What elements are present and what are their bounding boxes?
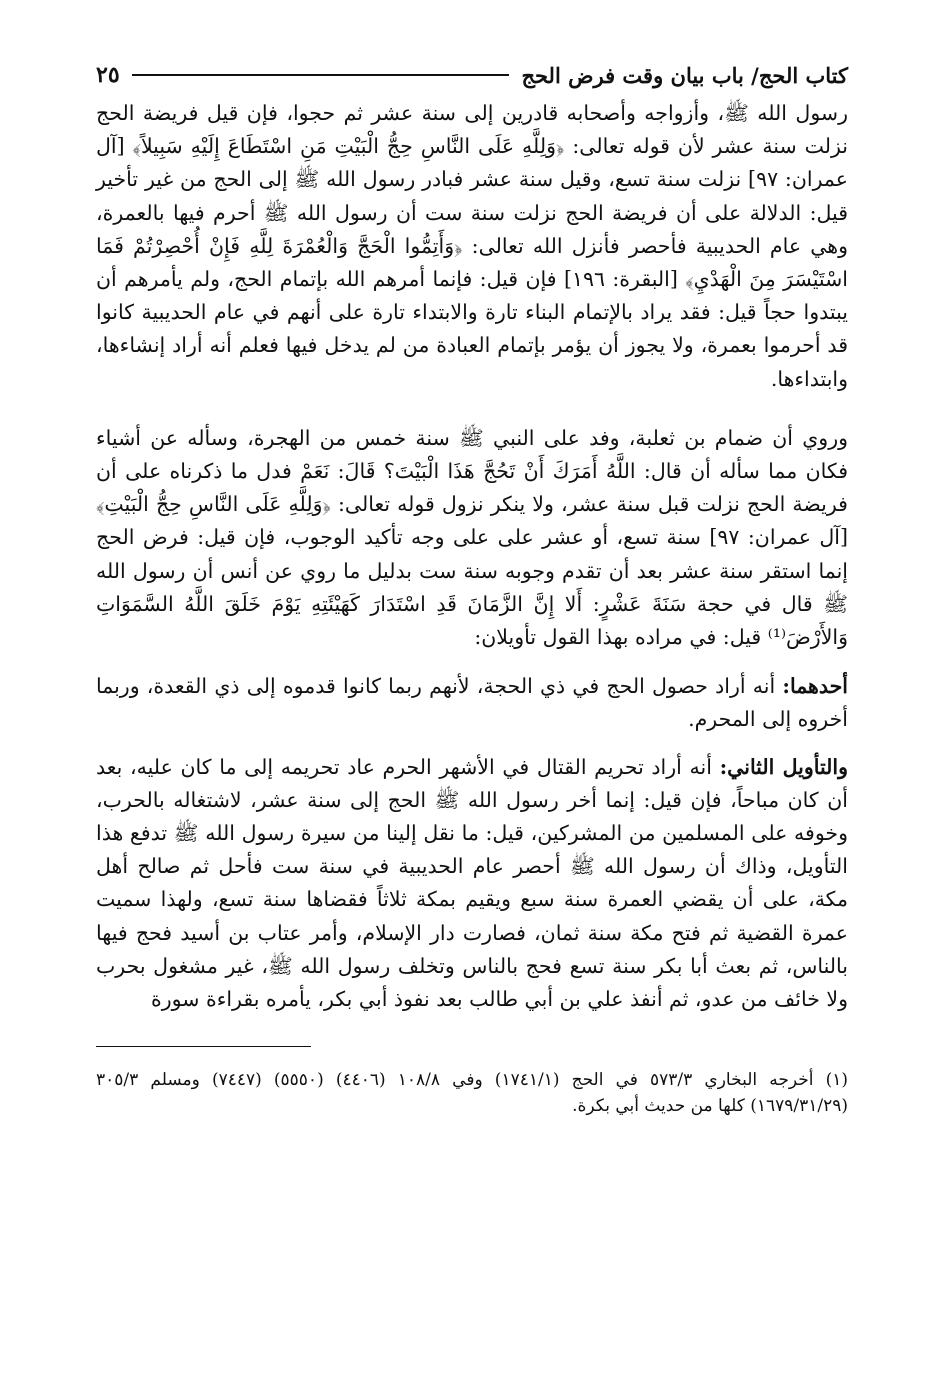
paragraph-4-text: أنه أراد تحريم القتال في الأشهر الحرم عاد تحريمه إلى ما كان عليه، بعد أن كان مباحاً، فإن قيل: إنما أخر رسول الله ﷺ الحج إلى سنة عشر، لاشتغاله بالحرب، وخوفه على المسلمين من المشركين، قيل: ما نقل إلينا من سيرة رسول الله ﷺ تدفع هذا التأويل، وذاك أن رسول الله ﷺ أحصر عام الحديبية في سنة ست فأحل ثم صالح أهل مكة، على أن يقضي العمرة سنة سبع ويقيم بمكة ثلاثاً فقضاها سنة تسع، ولهذا سميت عمرة القضية ثم فتح مكة سنة ثمان، فصارت دار الإسلام، وأمر عتاب بن أسيد فحج فيها بالناس، ثم بعث أبا بكر سنة تسع فحج بالناس وتخلف رسول الله ﷺ، غير مشغول بحرب ولا خائف من عدو، ثم أنفذ علي بن أبي طالب بعد نفوذ أبي بكر، يأمره بقراءة سورة xyxy=(96,754,848,1012)
paragraph-2-text: وروي أن ضمام بن ثعلبة، وفد على النبي ﷺ سنة خمس من الهجرة، وسأله عن أشياء فكان مما سأله أن قال: اللَّهُ أَمَرَكَ أَنْ تَحُجَّ هَذَا الْبَيْتَ؟ قَالَ: نَعَمْ فدل ما ذكرناه على أن فريضة الحج نزلت قبل سنة عشر، ولا ينكر نزول قوله تعالى: ﴿وَلِلَّهِ عَلَى النَّاسِ حِجُّ الْبَيْتِ﴾ [آل عمران: ٩٧] سنة تسع، أو عشر على على وجه تأكيد الوجوب، فإن قيل: فرض الحج إنما استقر سنة عشر بعد أن تقدم وجوبه سنة ست بدليل ما روي عن أنس أن رسول الله ﷺ قال في حجة سَنَةَ عَشْرٍ: أَلا إِنَّ الزَّمَانَ قَدِ اسْتَدَارَ كَهَيْئَتِهِ يَوْمَ خَلَقَ اللَّهُ السَّمَوَاتِ وَالأَرْضَ⁽¹⁾ قيل: في مراده بهذا القول تأويلان: xyxy=(96,425,848,650)
header-title: كتاب الحج/ باب بيان وقت فرض الحج xyxy=(521,62,848,88)
paragraph-3-lead: أحدهما: xyxy=(782,674,848,699)
page-number: ٢٥ xyxy=(96,62,120,88)
footnote: (١) أخرجه البخاري ٥٧٣/٣ في الحج (١٧٤١/١) وفي ١٠٨/٨ (٤٤٠٦) (٥٥٥٠) (٧٤٤٧) ومسلم ٣٠٥/٣ (١٦٧٩/٣١/٢٩) كلها من حديث أبي بكرة. xyxy=(96,1070,849,1117)
paragraph-4 xyxy=(96,751,848,1017)
book-page xyxy=(96,55,848,1136)
paragraph-1 xyxy=(96,97,848,396)
paragraph-1-text: رسول الله ﷺ، وأزواجه وأصحابه قادرين إلى سنة عشر ثم حجوا، فإن قيل فريضة الحج نزلت سنة عشر لأن قوله تعالى: ﴿وَلِلَّهِ عَلَى النَّاسِ حِجُّ الْبَيْتِ مَنِ اسْتَطَاعَ إِلَيْهِ سَبِيلاً﴾ [آل عمران: ٩٧] نزلت سنة تسع، وقيل سنة عشر فبادر رسول الله ﷺ إلى الحج من غير تأخير قيل: الدلالة على أن فريضة الحج نزلت سنة ست أن رسول الله ﷺ أحرم فيها بالعمرة، وهي عام الحديبية فأحصر فأنزل الله تعالى: ﴿وَأَتِمُّوا الْحَجَّ وَالْعُمْرَةَ لِلَّهِ فَإِنْ أُحْصِرْتُمْ فَمَا اسْتَيْسَرَ مِنَ الْهَدْيِ﴾ [البقرة: ١٩٦] فإن قيل: فإنما أمرهم الله بإتمام الحج، ولم يأمرهم أن يبتدوا حجاً قيل: فقد يراد بالإتمام البناء تارة والابتداء تارة على أنهم في عام الحديبية كانوا قد أحرموا بعمرة، ولا يجوز أن يؤمر بإتمام العبادة من لم يدخل فيها فعلم أنه أراد إنشاءها، وابتداءها. xyxy=(96,101,848,391)
paragraph-4-lead: والتأويل الثاني: xyxy=(719,754,848,779)
paragraph-3-text: أنه أراد حصول الحج في ذي الحجة، لأنهم ربما كانوا قدموه إلى ذي القعدة، وربما أخروه إلى المحرم. xyxy=(96,674,848,732)
paragraph-2 xyxy=(96,422,848,654)
header-rule xyxy=(132,74,510,76)
running-header xyxy=(96,55,848,95)
paragraph-3 xyxy=(96,670,848,736)
footnote-separator xyxy=(96,1046,311,1047)
